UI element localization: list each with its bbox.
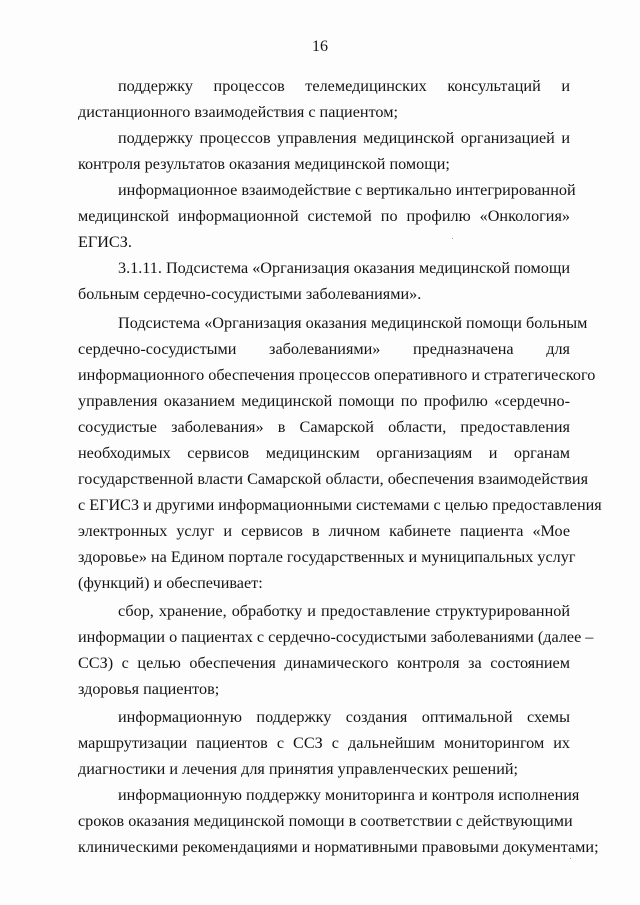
scan-speck [570,858,571,859]
section-heading-line: больным сердечно-сосудистыми заболеваниями». [78,285,422,303]
list-item-line: сроков оказания медицинской помощи в соответствии с действующими [78,812,573,830]
list-item-line: информационную поддержку мониторинга и контроля исполнения [118,786,580,804]
text-line: здоровье» на Едином портале государственных и муниципальных услуг [78,548,576,566]
text-line: электронных услуг и сервисов в личном кабинете пациента «Мое [78,522,570,540]
text-line: медицинской информационной системой по профилю «Онкология» [78,207,570,225]
text-line: контроля результатов оказания медицинской помощи; [78,155,450,173]
text-line: государственной власти Самарской области, обеспечения взаимодействия [78,470,589,488]
text-line: сердечно-сосудистыми заболеваниями» предназначена для [78,340,570,358]
text-line: поддержку процессов телемедицинских консультаций и [118,77,570,95]
scan-speck [452,238,453,239]
section-heading-line: 3.1.11. Подсистема «Организация оказания медицинской помощи [118,259,570,277]
list-item-line: маршрутизации пациентов с ССЗ с дальнейшим мониторингом их [78,734,570,752]
list-item-line: информационную поддержку создания оптимальной схемы [118,708,570,726]
list-item-line: здоровья пациентов; [78,680,220,698]
text-line: информационного обеспечения процессов оперативного и стратегического [78,366,596,384]
list-item-line: клиническими рекомендациями и нормативными правовыми документами; [78,838,599,856]
text-line: информационное взаимодействие с вертикально интегрированной [118,181,576,199]
text-line: необходимых сервисов медицинским организациям и органам [78,444,570,462]
page-number: 16 [312,38,328,55]
list-item-line: информации о пациентах с сердечно-сосудистыми заболеваниями (далее – [78,628,594,646]
list-item-line: диагностики и лечения для принятия управленческих решений; [78,760,519,778]
text-line: поддержку процессов управления медицинской организацией и [118,129,570,147]
list-item-line: ССЗ) с целью обеспечения динамического контроля за состоянием [78,654,570,672]
text-line: Подсистема «Организация оказания медицинской помощи больным [118,314,588,332]
text-line: (функций) и обеспечивает: [78,574,263,592]
text-line: дистанционного взаимодействия с пациентом; [78,103,398,121]
text-line: управления оказанием медицинской помощи по профилю «сердечно- [78,392,570,410]
text-line: с ЕГИСЗ и другими информационными системами с целью предоставления [78,496,602,514]
text-line: сосудистые заболевания» в Самарской области, предоставления [78,418,570,436]
list-item-line: сбор, хранение, обработку и предоставление структурированной [118,602,570,620]
text-line: ЕГИСЗ. [78,233,132,251]
